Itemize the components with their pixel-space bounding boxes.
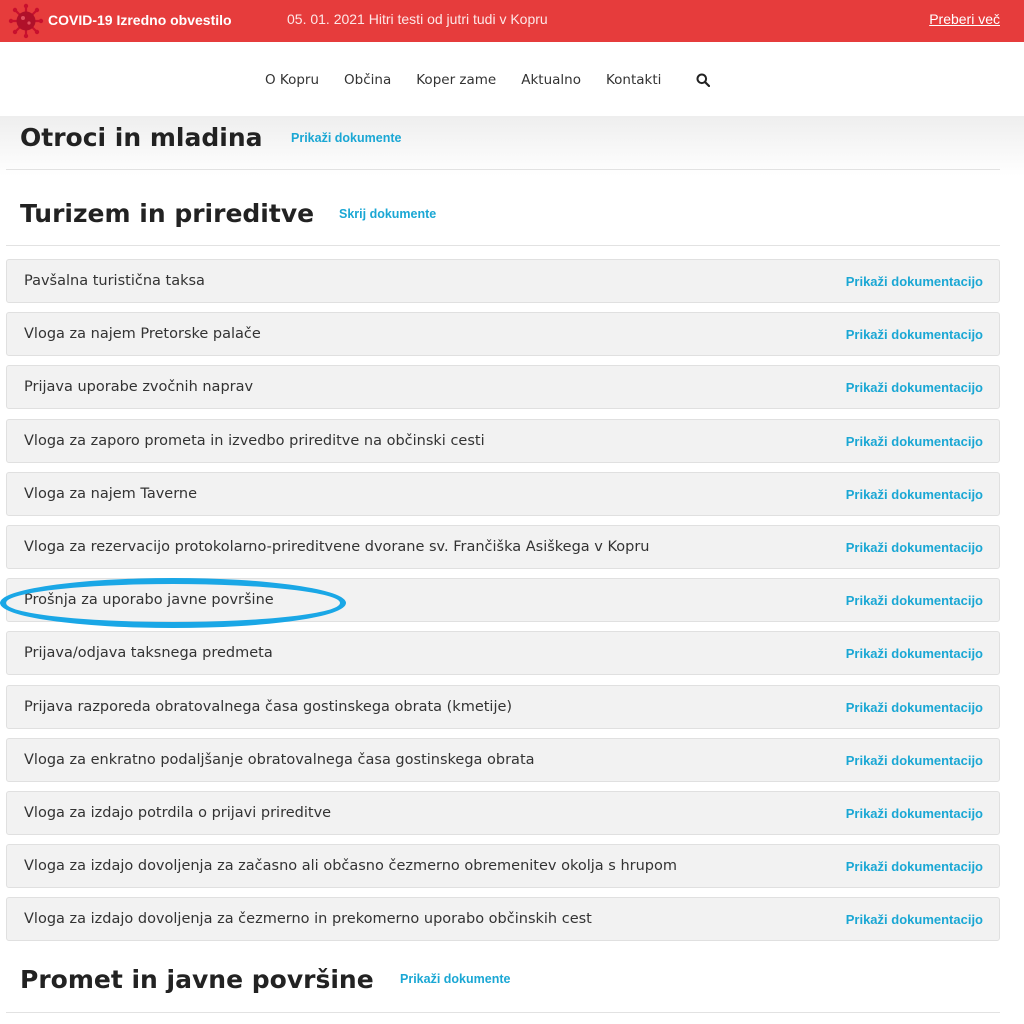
search-icon[interactable] [696,73,710,87]
document-label: Pavšalna turistična taksa [24,273,205,289]
show-documentation-link[interactable]: Prikaži dokumentacijo [845,912,983,928]
show-documents-link-promet[interactable]: Prikaži dokumente [400,972,511,986]
document-row[interactable] [6,312,1000,356]
show-documentation-link[interactable]: Prikaži dokumentacijo [845,593,983,609]
document-row[interactable] [6,365,1000,409]
read-more-link[interactable]: Preberi več [929,11,1000,27]
document-label: Prijava razporeda obratovalnega časa gostinskega obrata (kmetije) [24,698,513,715]
document-label: Vloga za izdajo dovoljenja za čezmerno in prekomerno uporabo občinskih cest [24,911,592,928]
document-label: Prijava uporabe zvočnih naprav [24,379,254,396]
show-documents-link-otroci[interactable]: Prikaži dokumente [291,131,402,145]
alert-message[interactable]: 05. 01. 2021 Hitri testi od jutri tudi v Kopru [287,11,548,27]
document-row-highlighted[interactable] [6,578,1000,622]
show-documentation-link[interactable]: Prikaži dokumentacijo [845,752,983,768]
show-documentation-link[interactable]: Prikaži dokumentacijo [845,433,983,449]
document-label: Vloga za zaporo prometa in izvedbo prireditve na občinski cesti [24,432,485,449]
document-row[interactable] [6,791,1000,835]
section-title-otroci: Otroci in mladina [20,123,263,152]
show-documentation-link[interactable]: Prikaži dokumentacijo [845,699,983,715]
divider [6,169,1000,170]
show-documentation-link[interactable]: Prikaži dokumentacijo [845,805,983,821]
document-label: Prošnja za uporabo javne površine [24,592,274,609]
document-row[interactable] [6,259,1000,303]
document-list [6,259,1000,950]
section-title-promet: Promet in javne površine [20,965,374,994]
document-label: Vloga za najem Pretorske palače [24,326,261,343]
nav-item-aktualno[interactable]: Aktualno [521,72,581,88]
document-label: Vloga za rezervacijo protokolarno-prireditvene dvorane sv. Frančiška Asiškega v Kopru [24,538,650,555]
document-row[interactable] [6,844,1000,888]
show-documentation-link[interactable]: Prikaži dokumentacijo [845,646,983,662]
document-label: Vloga za izdajo dovoljenja za začasno ali občasno čezmerno obremenitev okolja s hrupom [24,858,677,875]
virus-icon [8,3,44,39]
hide-documents-link-turizem[interactable]: Skrij dokumente [339,207,437,221]
nav-item-obcina[interactable]: Občina [344,72,392,88]
document-row[interactable] [6,472,1000,516]
nav-items [265,72,710,88]
document-label: Vloga za najem Taverne [24,485,198,502]
document-label: Vloga za izdajo potrdila o prijavi prireditve [24,804,332,821]
document-row[interactable] [6,419,1000,463]
document-label: Prijava/odjava taksnega predmeta [24,645,273,662]
document-label: Vloga za enkratno podaljšanje obratovalnega časa gostinskega obrata [24,751,535,768]
covid-alert-bar [0,0,1024,42]
nav-item-o-kopru[interactable]: O Kopru [265,72,320,88]
show-documentation-link[interactable]: Prikaži dokumentacijo [845,859,983,875]
main-nav [0,42,1024,116]
show-documentation-link[interactable]: Prikaži dokumentacijo [845,274,983,289]
divider [6,245,1000,246]
alert-title: COVID-19 Izredno obvestilo [48,12,232,28]
document-row[interactable] [6,897,1000,941]
nav-item-kontakti[interactable]: Kontakti [605,72,662,88]
document-row[interactable] [6,738,1000,782]
show-documentation-link[interactable]: Prikaži dokumentacijo [845,380,983,396]
show-documentation-link[interactable]: Prikaži dokumentacijo [845,327,983,343]
document-row[interactable] [6,685,1000,729]
nav-item-koper-zame[interactable]: Koper zame [416,72,497,88]
show-documentation-link[interactable]: Prikaži dokumentacijo [845,486,983,502]
document-row[interactable] [6,525,1000,569]
section-title-turizem: Turizem in prireditve [20,199,315,228]
document-row[interactable] [6,631,1000,675]
divider [6,1012,1000,1013]
show-documentation-link[interactable]: Prikaži dokumentacijo [845,539,983,555]
